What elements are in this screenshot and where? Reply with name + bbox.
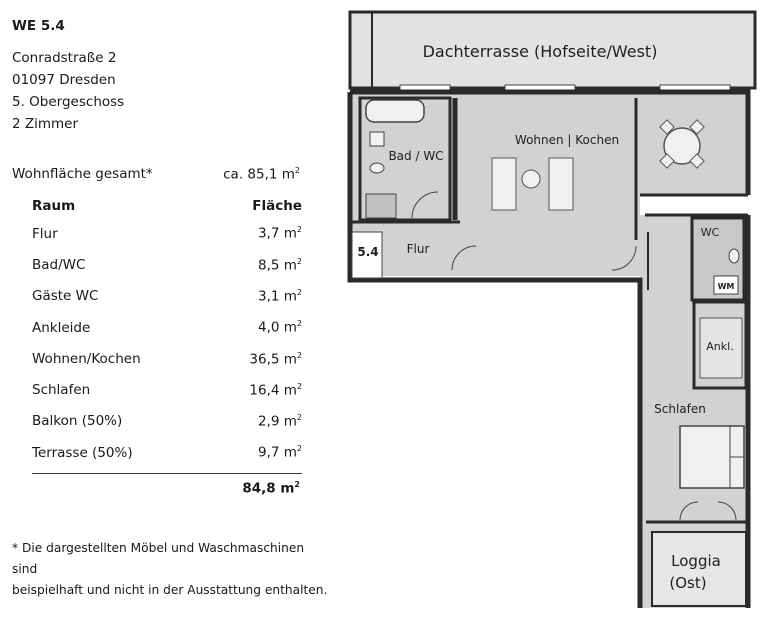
table-row: [32, 249, 302, 280]
furniture-icon: [492, 158, 516, 210]
address-street: Conradstraße 2: [12, 50, 117, 66]
total-area-row: [12, 166, 302, 182]
area-table: [32, 194, 302, 468]
dressing-label: Ankl.: [706, 340, 734, 353]
room-name: Ankleide: [32, 319, 91, 336]
area-table-header: [32, 194, 302, 218]
washer-label: WM: [717, 282, 735, 291]
address-floor: 5. Obergeschoss: [12, 94, 125, 110]
loggia-sublabel: (Ost): [669, 574, 707, 592]
room-name: Balkon (50%): [32, 413, 123, 430]
room-area: 4,0 $m^2$: [257, 319, 302, 336]
room-name: Wohnen/Kochen: [32, 350, 141, 367]
footnote-line: beispielhaft und nicht in der Ausstattung enthalten.: [12, 583, 328, 597]
table-row: [32, 312, 302, 343]
bath-label: Bad / WC: [388, 149, 444, 163]
unit-info-panel: [0, 0, 340, 633]
room-area: 8,5 $m^2$: [257, 256, 302, 274]
table-icon: [522, 170, 540, 188]
total-area-label: Wohnfläche gesamt*: [12, 166, 153, 182]
loggia-label: Loggia: [671, 552, 721, 570]
footnote-line: * Die dargestellten Möbel und Waschmaschinen sind: [12, 541, 305, 576]
room-name: Flur: [32, 225, 58, 242]
table-row: [32, 406, 302, 437]
room-name: Schlafen: [32, 382, 91, 399]
address-city: 01097 Dresden: [12, 72, 116, 88]
toilet-icon: [370, 163, 384, 173]
shower-icon: [366, 194, 396, 218]
table-row: [32, 218, 302, 249]
address-rooms: 2 Zimmer: [12, 116, 79, 132]
balcony-gap: [640, 195, 748, 215]
col-area-header: Fläche: [252, 198, 302, 214]
guest-wc-label: WC: [700, 226, 720, 239]
total-area-value: ca. 85,1 $m^2$: [223, 166, 300, 183]
room-name: Terrasse (50%): [32, 444, 133, 461]
room-name: Gäste WC: [32, 288, 99, 305]
room-area: 2,9 $m^2$: [257, 413, 302, 430]
room-area: 3,7 $m^2$: [257, 225, 302, 242]
toilet-icon: [729, 249, 739, 263]
table-row: [32, 343, 302, 374]
area-sum: 84,8 $m^2$: [242, 480, 300, 497]
sum-divider: [32, 473, 302, 474]
terrace-label: Dachterrasse (Hofseite/West): [422, 42, 658, 61]
furniture-icon: [549, 158, 573, 210]
room-area: 3,1 $m^2$: [257, 287, 302, 305]
bathtub-icon: [366, 100, 424, 122]
room-name: Bad/WC: [32, 256, 86, 273]
living-label: Wohnen | Kochen: [514, 133, 620, 147]
room-area: 36,5 $m^2$: [249, 350, 302, 368]
room-area: 16,4 $m^2$: [249, 381, 302, 399]
table-row: [32, 374, 302, 405]
unit-number: 5.4: [357, 245, 379, 259]
floor-plan: [340, 0, 780, 633]
hall-label: Flur: [406, 242, 430, 256]
footnote: [12, 538, 332, 601]
bedroom-label: Schlafen: [654, 402, 706, 416]
sink-icon: [370, 132, 384, 146]
table-row: [32, 437, 302, 468]
col-room-header: Raum: [32, 198, 76, 214]
room-area: 9,7 $m^2$: [257, 444, 302, 461]
table-row: [32, 281, 302, 312]
unit-title: WE 5.4: [12, 18, 65, 34]
